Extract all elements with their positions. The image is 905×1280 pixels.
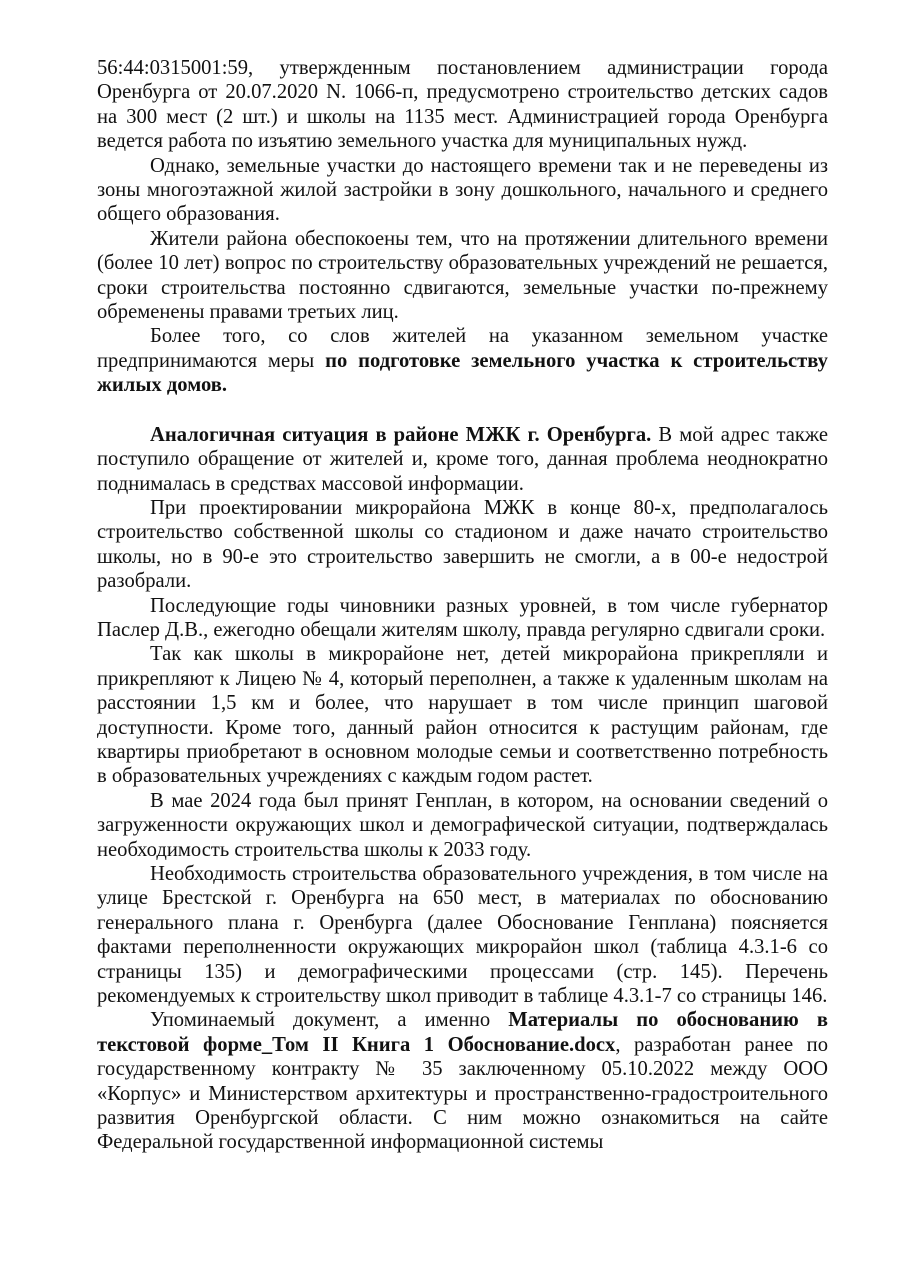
paragraph-text: При проектировании микрорайона МЖК в конце 80-х, предполагалось строительство собственной школы со стадионом и даже начато строительство школы, но в 90-е это строительство завершить не смогли, а в 00-е недострой разобрали. [97, 496, 828, 593]
paragraph-9 [97, 789, 828, 862]
paragraph-1 [97, 56, 828, 154]
paragraph-text: Однако, земельные участки до настоящего времени так и не переведены из зоны многоэтажной жилой застройки в зону дошкольного, начального и среднего общего образования. [97, 154, 828, 226]
paragraph-text: В мае 2024 года был принят Генплан, в котором, на основании сведений о загруженности окружающих школ и демографической ситуации, подтверждалась необходимость строительства школы к 2033 году. [97, 789, 828, 861]
paragraph-spacer [97, 398, 828, 423]
paragraph-text: Более того, со слов жителей на указанном земельном участке предпринимаются меры [97, 325, 828, 372]
paragraph-text: Упоминаемый документ, а именно [150, 1009, 509, 1032]
paragraph-5 [97, 423, 828, 496]
paragraph-text: , разработан ранее по государственному контракту № 35 заключенному 05.10.2022 между ООО «Корпус» и Министерством архитектуры и пространственно-градостроительного развития Оренбургской области. С ним можно ознакомиться на сайте Федеральной государственной информационной системы [97, 1033, 828, 1154]
paragraph-8 [97, 642, 828, 788]
paragraph-text: Жители района обеспокоены тем, что на протяжении длительного времени (более 10 лет) вопрос по строительству образовательных учреждений не решается, сроки строительства постоянно сдвигаются, земельные участки по-прежнему обременены правами третьих лиц. [97, 227, 828, 324]
bold-emphasis: по подготовке земельного участка к строительству жилых домов. [97, 349, 828, 397]
paragraph-text: Необходимость строительства образовательного учреждения, в том числе на улице Брестской г. Оренбурга на 650 мест, в материалах по обоснованию генерального плана г. Оренбурга (далее Обоснование Генплана) поясняется фактами переполненности окружающих микрорайон школ (таблица 4.3.1-6 со страницы 135) и демографическими процессами (стр. 145). Перечень рекомендуемых к строительству школ приводит в таблице 4.3.1-7 со страницы 146. [97, 863, 828, 1008]
paragraph-6 [97, 496, 828, 594]
paragraph-4 [97, 324, 828, 397]
paragraph-7 [97, 594, 828, 643]
bold-heading-lead: Аналогичная ситуация в районе МЖК г. Оренбурга. [150, 423, 652, 446]
paragraph-text: В мой адрес также поступило обращение от жителей и, кроме того, данная проблема неоднократно поднималась в средствах массовой информации. [97, 423, 829, 495]
paragraph-3 [97, 227, 828, 325]
paragraph-11 [97, 1008, 828, 1154]
paragraph-text: 56:44:0315001:59, утвержденным постановлением администрации города Оренбурга от 20.07.2020 N. 1066-п, предусмотрено строительство детских садов на 300 мест (2 шт.) и школы на 1135 мест. Администрацией города Оренбурга ведется работа по изъятию земельного участка для муниципальных нужд. [97, 57, 828, 153]
bold-document-title: Материалы по обоснованию в текстовой форме_Том II Книга 1 Обоснование.docx [97, 1009, 828, 1056]
paragraph-10 [97, 862, 828, 1008]
paragraph-text: Так как школы в микрорайоне нет, детей микрорайона прикрепляли и прикрепляют к Лицею № 4, который переполнен, а также к удаленным школам на расстоянии 1,5 км и более, что нарушает в том числе принцип шаговой доступности. Кроме того, данный район относится к растущим районам, где квартиры приобретают в основном молодые семьи и соответственно потребность в образовательных учреждениях с каждым годом растет. [97, 643, 828, 788]
paragraph-text: Последующие годы чиновники разных уровней, в том числе губернатор Паслер Д.В., ежегодно обещали жителям школу, правда регулярно сдвигали сроки. [97, 594, 828, 641]
paragraph-2 [97, 154, 828, 227]
